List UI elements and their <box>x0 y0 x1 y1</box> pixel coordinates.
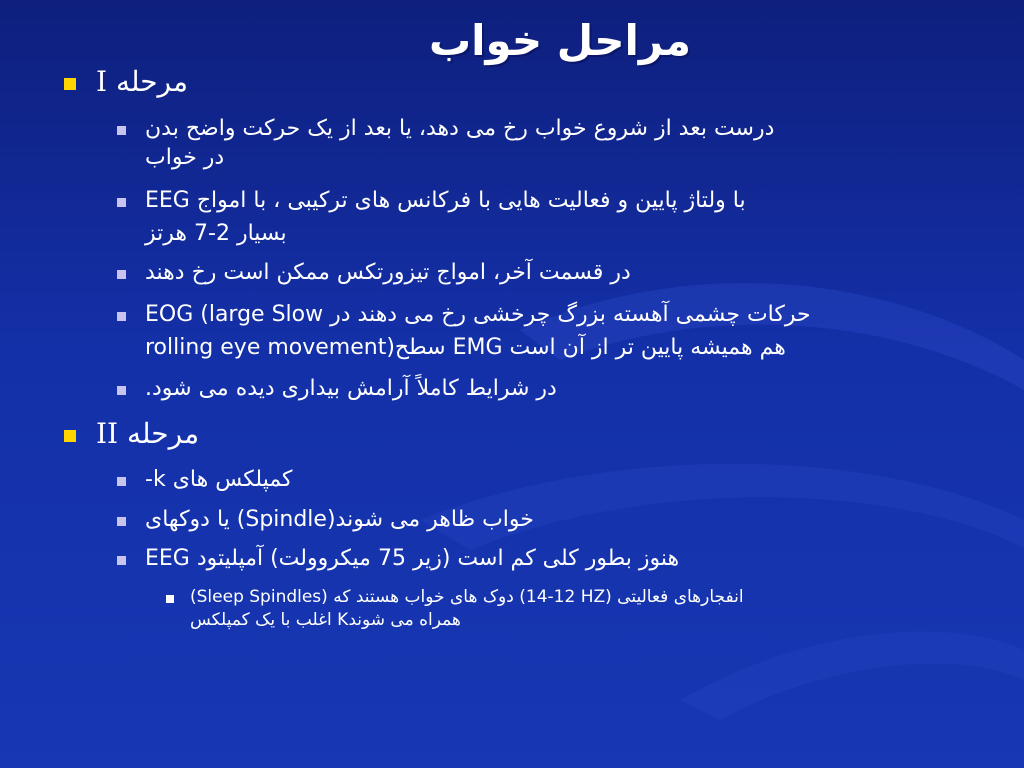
bullet-level2 <box>117 517 126 526</box>
section-heading: مرحله II <box>96 417 200 450</box>
bullet-level2 <box>117 556 126 565</box>
bullet-level2 <box>117 126 126 135</box>
bullet-text: بسیار 2-7 هرتز <box>145 221 287 246</box>
bullet-text: در خواب <box>145 145 225 170</box>
bullet-text: خواب ظاهر می شوند(Spindle) یا دوکهای <box>145 507 534 532</box>
bullet-level1 <box>64 430 76 442</box>
bullet-text: در قسمت آخر، امواج تیزورتکس ممکن است رخ دهند <box>145 260 631 285</box>
bullet-text: rolling eye movement)سطح EMG هم همیشه پایین تر از آن است <box>145 335 786 360</box>
bullet-level2 <box>117 386 126 395</box>
sub-bullet-text: (Sleep Spindles) دوک های خواب هستند که (12-14 HZ) انفجارهای فعالیتی <box>190 587 744 607</box>
bullet-text: در شرایط کاملاً آرامش بیداری دیده می شود. <box>145 376 557 401</box>
bullet-level2 <box>117 477 126 486</box>
bullet-text: EOG (large Slow حرکات چشمی آهسته بزرگ چرخشی رخ می دهند در <box>145 302 811 327</box>
bullet-text: کمپلکس های k- <box>145 467 293 492</box>
bullet-text: هنوز بطور کلی کم است (زیر 75 میکروولت) آمپلیتود EEG <box>145 546 680 571</box>
bullet-text: درست بعد از شروع خواب رخ می دهد، یا بعد از یک حرکت واضح بدن <box>145 116 775 141</box>
slide-title: مراحل خواب <box>428 16 692 65</box>
bullet-level2 <box>117 270 126 279</box>
section-heading: مرحله I <box>96 65 188 98</box>
bullet-level2 <box>117 312 126 321</box>
sub-bullet-text: همراه می شوندK اغلب با یک کمپلکس <box>190 610 461 630</box>
bullet-level3 <box>166 595 174 603</box>
bullet-level2 <box>117 198 126 207</box>
bullet-level1 <box>64 78 76 90</box>
bullet-text: EEG با ولتاژ پایین و فعالیت هایی با فرکانس های ترکیبی ، با امواج <box>145 188 746 213</box>
